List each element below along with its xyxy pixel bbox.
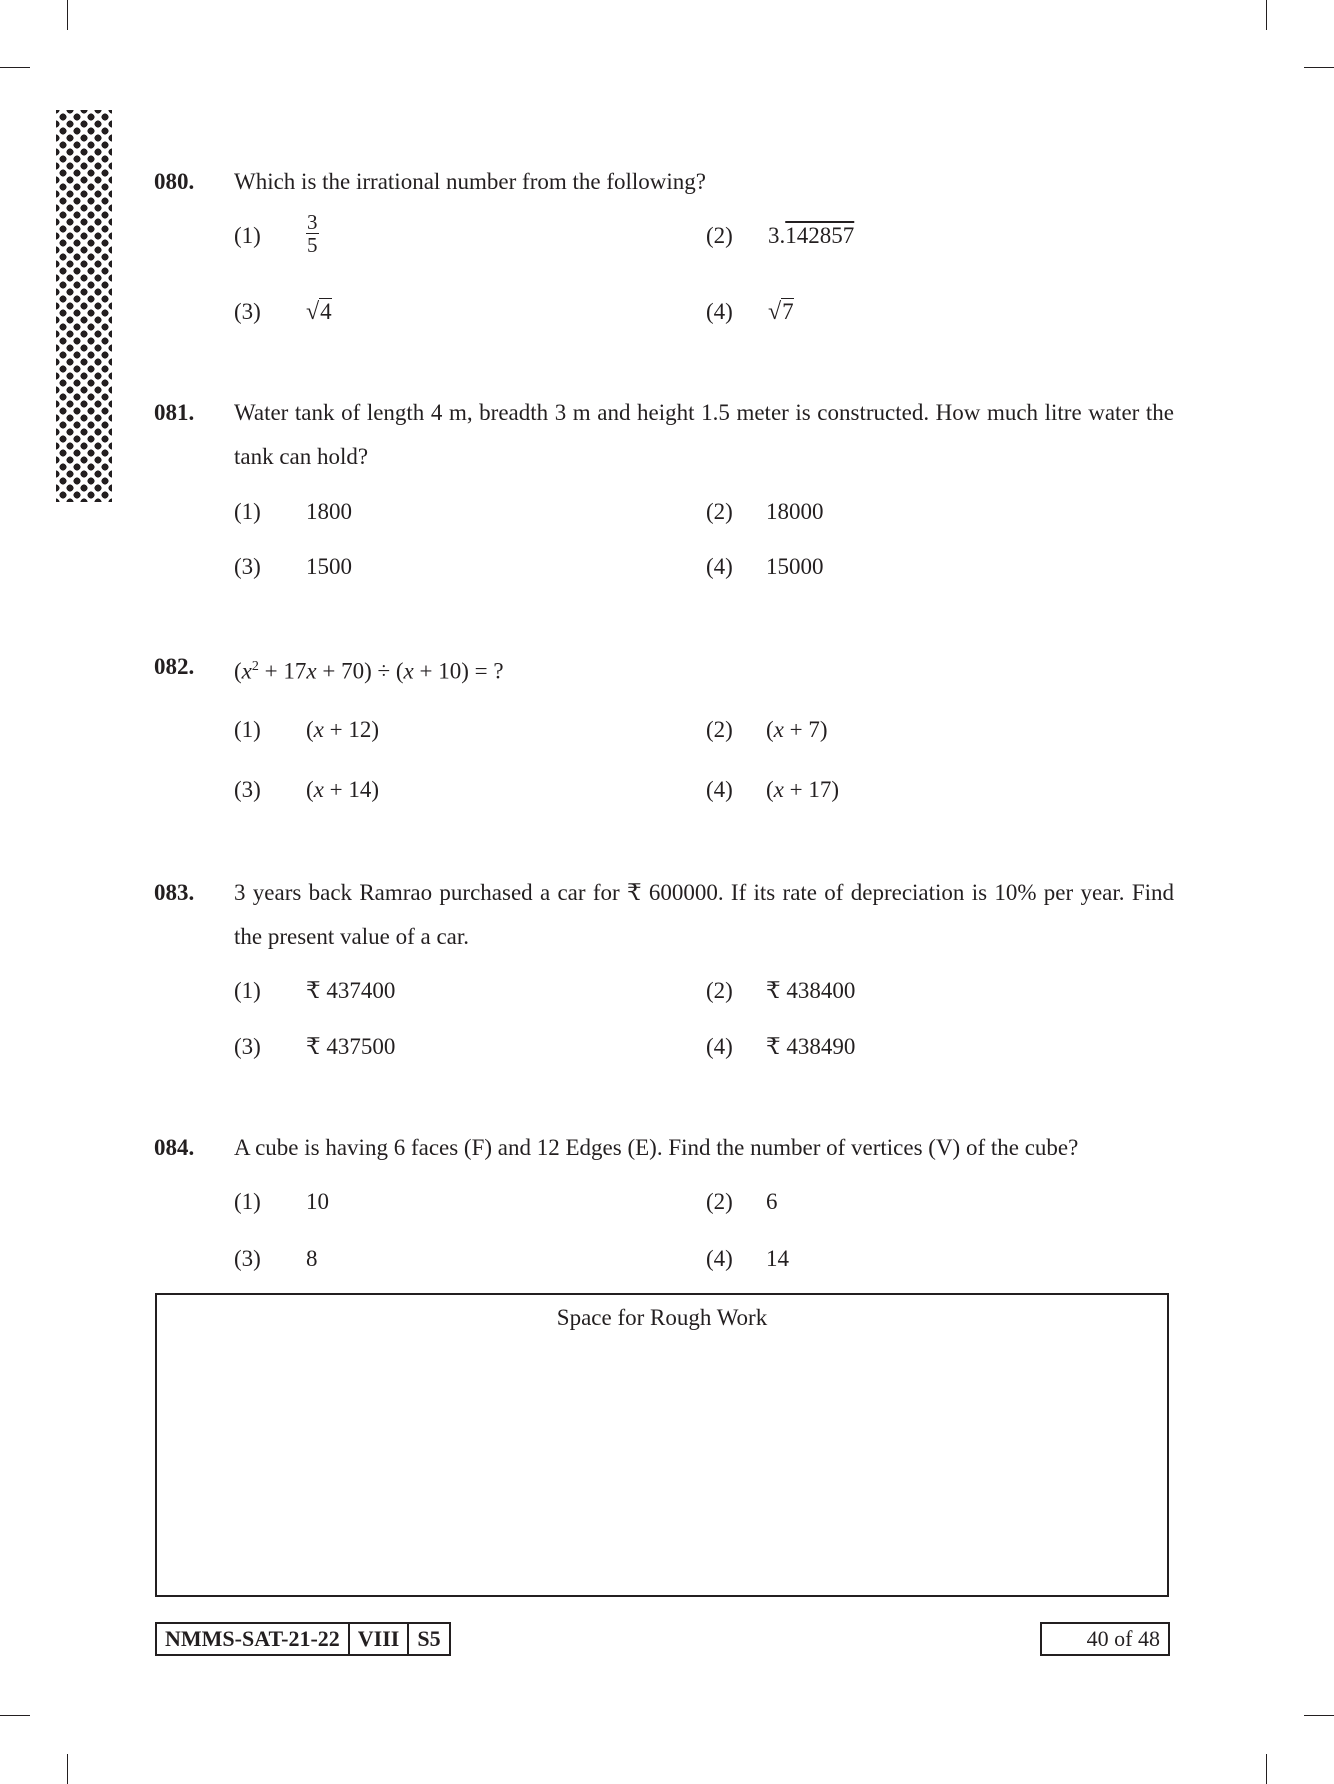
crop-mark bbox=[1266, 0, 1267, 30]
crop-mark bbox=[67, 0, 68, 30]
page-number: 40 of 48 bbox=[1040, 1622, 1170, 1656]
option-value: (x + 12) bbox=[306, 717, 380, 742]
repeating-digits: 142857 bbox=[785, 223, 855, 248]
option-label: (2) bbox=[706, 223, 733, 248]
set-code: S5 bbox=[417, 1626, 441, 1651]
crop-mark bbox=[0, 67, 30, 68]
option-label: (3) bbox=[234, 1034, 261, 1059]
option-value: 8 bbox=[306, 1246, 318, 1271]
square-root: √7 bbox=[768, 299, 794, 325]
exam-code: NMMS-SAT-21-22 bbox=[157, 1624, 350, 1654]
security-pattern bbox=[56, 110, 112, 502]
option-label: (2) bbox=[706, 717, 733, 742]
question-text: $(x^2 + 17x + 70) \div (x + 10)$ = ? bbox=[234, 658, 504, 684]
option-value: 6 bbox=[766, 1189, 778, 1214]
question-number: 081. bbox=[154, 400, 195, 425]
rough-work-title: Space for Rough Work bbox=[556, 1305, 768, 1330]
question-text: Water tank of length 4 m, breadth 3 m and height 1.5 meter is constructed. How much litre water the tank can hold? bbox=[234, 400, 1174, 469]
option-label: (1) bbox=[234, 499, 261, 524]
question-number: 083. bbox=[154, 880, 195, 905]
option-label: (4) bbox=[706, 1034, 733, 1059]
option-label: (2) bbox=[706, 1189, 733, 1214]
option-value: 15000 bbox=[766, 554, 824, 579]
crop-mark bbox=[1266, 1754, 1267, 1784]
option-value: ₹ 438400 bbox=[766, 978, 856, 1003]
question-number: 080. bbox=[154, 169, 195, 194]
crop-mark bbox=[67, 1754, 68, 1784]
rough-work-box bbox=[155, 1293, 1169, 1597]
option-label: (3) bbox=[234, 299, 261, 324]
option-label: (1) bbox=[234, 223, 261, 248]
option-value: 1800 bbox=[306, 499, 352, 524]
option-value: (x + 17) bbox=[766, 777, 840, 802]
option-value: 18000 bbox=[766, 499, 824, 524]
option-value: ₹ 438490 bbox=[766, 1034, 856, 1059]
option-label: (1) bbox=[234, 1189, 261, 1214]
question-text: 3 years back Ramrao purchased a car for ₹ 600000. If its rate of depreciation is 10% per year. Find the present value of a car. bbox=[234, 880, 1174, 949]
option-label: (3) bbox=[234, 554, 261, 579]
crop-mark bbox=[1304, 67, 1334, 68]
option-value: 1500 bbox=[306, 554, 352, 579]
option-label: (2) bbox=[706, 978, 733, 1003]
option-label: (1) bbox=[234, 978, 261, 1003]
question-text: Which is the irrational number from the following? bbox=[234, 169, 707, 194]
option-label: (1) bbox=[234, 717, 261, 742]
question-number: 082. bbox=[154, 654, 195, 679]
question-text: A cube is having 6 faces (F) and 12 Edges (E). Find the number of vertices (V) of the cube? bbox=[234, 1135, 1079, 1160]
crop-mark bbox=[0, 1715, 30, 1716]
square-root: √4 bbox=[306, 299, 332, 325]
option-label: (4) bbox=[706, 554, 733, 579]
option-label: (3) bbox=[234, 777, 261, 802]
option-label: (4) bbox=[706, 777, 733, 802]
paper-code-box bbox=[155, 1622, 451, 1656]
option-value: 14 bbox=[766, 1246, 789, 1271]
fraction: $\frac{3}{5}$ bbox=[307, 210, 318, 257]
option-value: ₹ 437400 bbox=[306, 978, 396, 1003]
option-value: ₹ 437500 bbox=[306, 1034, 396, 1059]
option-label: (4) bbox=[706, 299, 733, 324]
option-label: (3) bbox=[234, 1246, 261, 1271]
standard: VIII bbox=[350, 1624, 410, 1654]
option-value: (x + 7) bbox=[766, 717, 828, 742]
option-value: (x + 14) bbox=[306, 777, 380, 802]
option-label: (4) bbox=[706, 1246, 733, 1271]
option-label: (2) bbox=[706, 499, 733, 524]
option-value: 10 bbox=[306, 1189, 329, 1214]
question-number: 084. bbox=[154, 1135, 195, 1160]
crop-mark bbox=[1304, 1715, 1334, 1716]
